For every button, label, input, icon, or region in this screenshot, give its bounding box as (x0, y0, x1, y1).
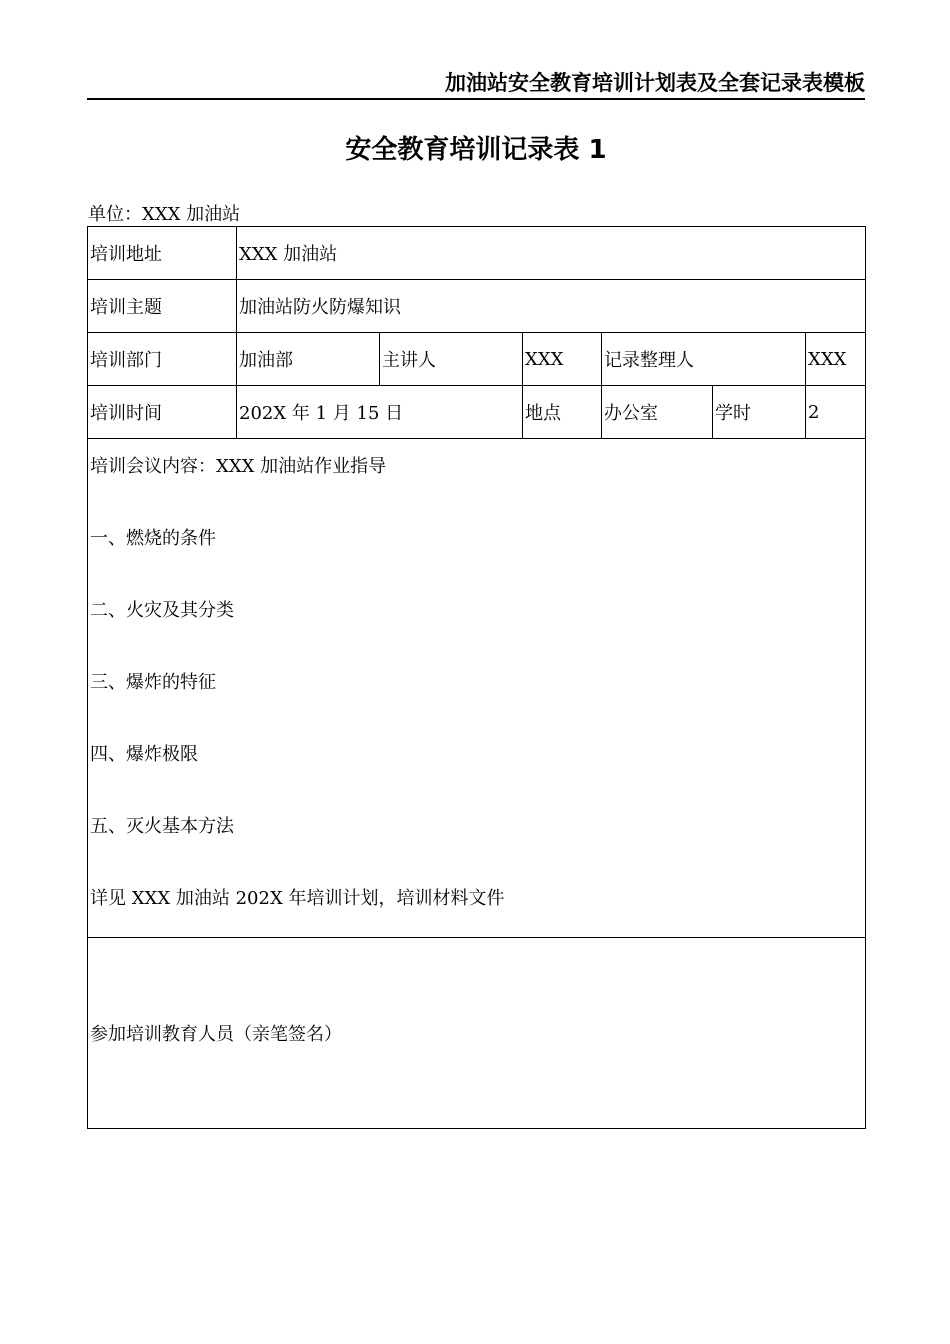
time-label: 培训时间 (88, 386, 237, 439)
content-item-2: 二、火灾及其分类 (90, 600, 234, 621)
content-heading: 培训会议内容：XXX 加油站作业指导 (90, 456, 387, 477)
topic-label: 培训主题 (88, 280, 237, 333)
content-item-3: 三、爆炸的特征 (90, 672, 216, 693)
topic-row (88, 280, 866, 333)
dept-label: 培训部门 (88, 333, 237, 386)
content-footnote: 详见 XXX 加油站 202X 年培训计划，培训材料文件 (90, 888, 505, 909)
unit-line: 单位：XXX 加油站 (88, 204, 241, 225)
header-title: 加油站安全教育培训计划表及全套记录表模板 (445, 71, 865, 95)
address-label: 培训地址 (88, 227, 237, 280)
address-row (88, 227, 866, 280)
content-item-5: 五、灭火基本方法 (90, 816, 234, 837)
hours-value: 2 (806, 386, 866, 439)
signature-cell (88, 938, 866, 1129)
address-value: XXX 加油站 (237, 227, 866, 280)
recorder-value: XXX (806, 333, 866, 386)
location-value: 办公室 (602, 386, 713, 439)
speaker-label: 主讲人 (380, 333, 523, 386)
time-value: 202X 年 1 月 15 日 (237, 386, 523, 439)
signature-row (88, 938, 866, 1129)
topic-value: 加油站防火防爆知识 (237, 280, 866, 333)
time-row (88, 386, 866, 439)
dept-value: 加油部 (237, 333, 380, 386)
recorder-label: 记录整理人 (602, 333, 806, 386)
training-record-table (87, 226, 866, 1129)
page-title: 安全教育培训记录表 1 (345, 135, 607, 165)
hours-label: 学时 (713, 386, 806, 439)
content-row (88, 439, 866, 938)
location-label: 地点 (523, 386, 602, 439)
content-cell (88, 439, 866, 938)
speaker-value: XXX (523, 333, 602, 386)
signature-label: 参加培训教育人员（亲笔签名） (90, 1024, 342, 1045)
document-header (87, 68, 865, 100)
department-row (88, 333, 866, 386)
content-item-4: 四、爆炸极限 (90, 744, 198, 765)
content-item-1: 一、燃烧的条件 (90, 528, 216, 549)
